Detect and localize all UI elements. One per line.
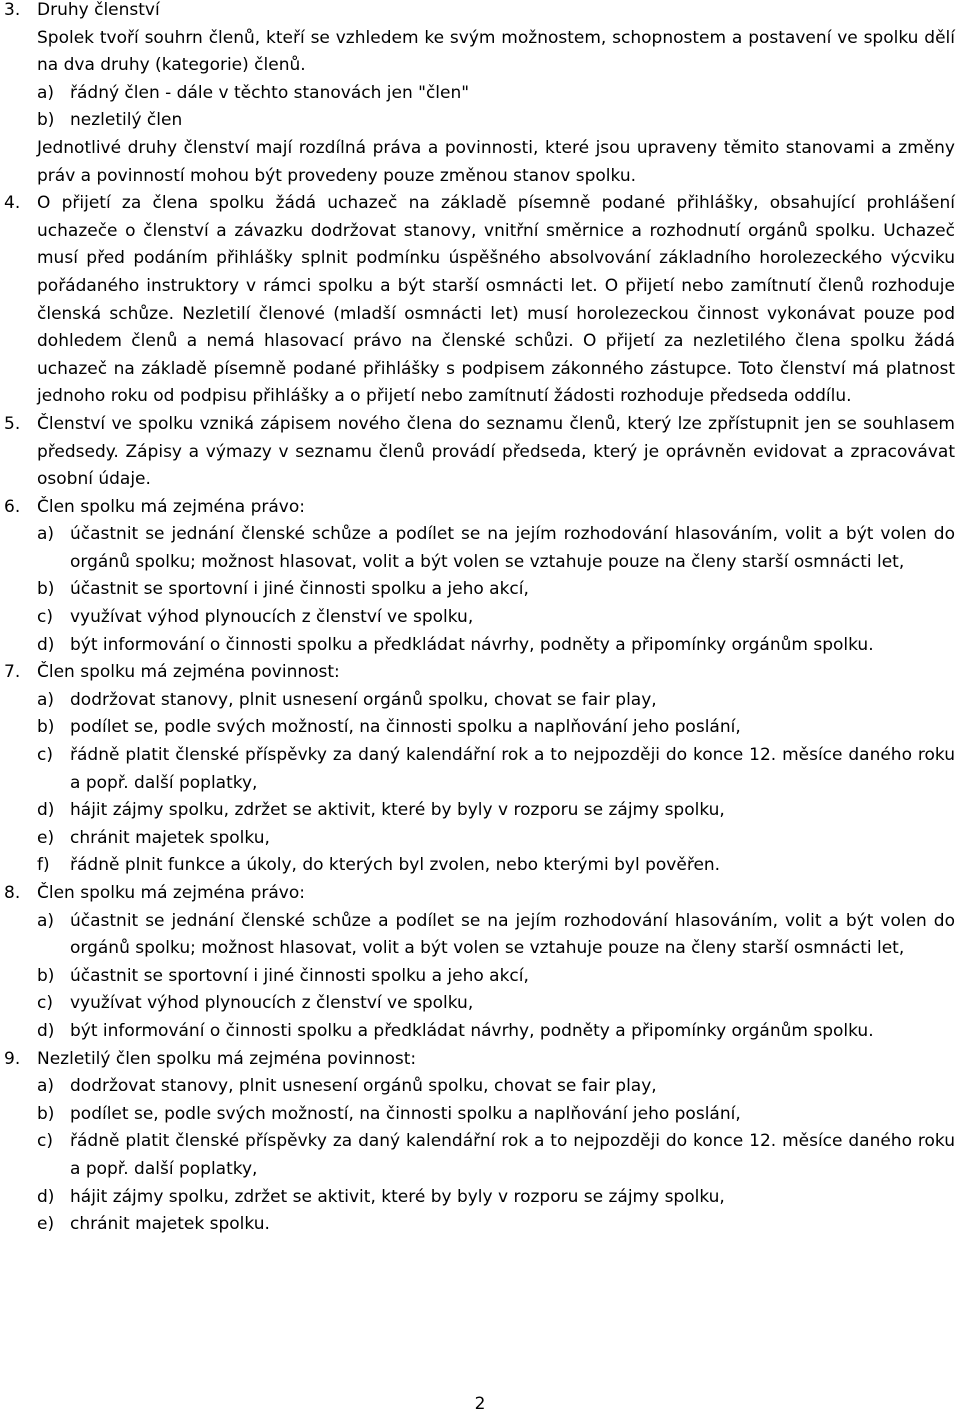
list-marker: d): [37, 634, 55, 655]
list-item-text: účastnit se jednání členské schůze a podílet se na jejím rozhodování hlasováním, volit a být volen do orgánů spolku; možnost hlasovat, volit a být volen se vztahuje pouze na členy starší osmnácti let,: [70, 910, 955, 959]
list-item-text: chránit majetek spolku,: [70, 827, 270, 848]
list-item: [37, 521, 955, 576]
list-item: [37, 908, 955, 963]
list-item-text: dodržovat stanovy, plnit usnesení orgánů spolku, chovat se fair play,: [70, 689, 657, 710]
list-marker: a): [37, 1076, 55, 1097]
section-heading: Člen spolku má zejména právo:: [37, 496, 305, 517]
section-3: [4, 0, 955, 190]
section-title: Druhy členství: [37, 0, 160, 20]
list-item: [37, 1128, 955, 1183]
section-text: O přijetí za člena spolku žádá uchazeč na základě písemně podané přihlášky, obsahující prohlášení uchazeče o členství a závazku dodržovat stanovy, vnitřní směrnice a rozhodnutí orgánů spolku. Uchazeč musí před podáním přihlášky splnit podmínku úspěšného absolvování základního horolezeckého výcviku pořádaného instruktory v rámci spolku a být starší osmnácti let. O přijetí nebo zamítnutí členů rozhoduje členská schůze. Nezletilí členové (mladší osmnácti let) musí horolezeckou činnost vykonávat pouze pod dohledem členů a nemá hlasovací právo na členské schůzi. O přijetí za nezletilého člena spolku žádá uchazeč na základě písemně podané přihlášky s podpisem zákonného zástupce. Toto členství má platnost jednoho roku od podpisu přihlášky a o přijetí nebo zamítnutí žádosti rozhoduje předseda oddílu.: [37, 193, 955, 407]
list-item: [37, 825, 955, 853]
section-heading: Člen spolku má zejména právo:: [37, 883, 305, 903]
list-item-text: účastnit se jednání členské schůze a podílet se na jejím rozhodování hlasováním, volit a být volen do orgánů spolku; možnost hlasovat, volit a být volen se vztahuje pouze na členy starší osmnácti let,: [70, 524, 955, 572]
list-item: [37, 1073, 955, 1101]
list-marker: d): [37, 1186, 55, 1207]
section-7: [4, 659, 955, 880]
list-marker: c): [37, 993, 53, 1014]
section-5: [4, 411, 955, 494]
section-outro: Jednotlivé druhy členství mají rozdílná práva a povinnosti, které jsou upraveny těmito stanovami a změny práv a povinností mohou být provedeny pouze změnou stanov spolku.: [37, 137, 955, 186]
list-item-text: řádně platit členské příspěvky za daný kalendářní rok a to nejpozději do konce 12. měsíce daného roku a popř. další poplatky,: [70, 745, 955, 793]
list-marker: b): [37, 579, 55, 600]
section-text: Členství ve spolku vzniká zápisem nového člena do seznamu členů, který lze zpřístupnit jen se souhlasem předsedy. Zápisy a výmazy v seznamu členů provádí předseda, který je oprávněn evidovat a zpracovávat osobní údaje.: [37, 413, 955, 490]
list-marker: b): [37, 110, 55, 131]
section-number: 9.: [4, 1048, 21, 1069]
list-marker: b): [37, 717, 55, 738]
section-heading: Člen spolku má zejména povinnost:: [37, 662, 340, 683]
section-8: [4, 880, 955, 1046]
list-item: [37, 576, 955, 604]
section-6: [4, 494, 955, 660]
list-marker: d): [37, 1020, 55, 1041]
page-number: 2: [474, 1394, 486, 1414]
list-item-text: řádný člen - dále v těchto stanovách jen "člen": [70, 82, 470, 103]
document-body: [4, 0, 955, 1239]
list-item-text: dodržovat stanovy, plnit usnesení orgánů spolku, chovat se fair play,: [70, 1076, 657, 1097]
list-marker: a): [37, 82, 55, 103]
section-4: [4, 190, 955, 411]
list-item: [37, 687, 955, 715]
list-marker: c): [37, 745, 53, 766]
section-number: 6.: [4, 496, 21, 517]
list-item-text: nezletilý člen: [70, 110, 183, 131]
list-item: [37, 632, 955, 660]
section-9: [4, 1046, 955, 1239]
list-item: [37, 852, 955, 880]
list-item: [37, 797, 955, 825]
list-item: [37, 80, 955, 108]
list-item-text: využívat výhod plynoucích z členství ve spolku,: [70, 607, 474, 628]
list-item-text: využívat výhod plynoucích z členství ve spolku,: [70, 993, 474, 1014]
list-item-text: chránit majetek spolku.: [70, 1214, 270, 1235]
list-item: [37, 1184, 955, 1212]
list-marker: c): [37, 1131, 53, 1152]
section-number: 3.: [4, 0, 21, 20]
list-item-text: podílet se, podle svých možností, na činnosti spolku a naplňování jeho poslání,: [70, 1103, 741, 1124]
list-item-text: podílet se, podle svých možností, na činnosti spolku a naplňování jeho poslání,: [70, 717, 741, 738]
list-marker: f): [37, 855, 50, 876]
list-item: [37, 990, 955, 1018]
list-item-text: řádně plnit funkce a úkoly, do kterých byl zvolen, nebo kterými byl pověřen.: [70, 855, 721, 876]
list-item: [37, 742, 955, 797]
list-item: [37, 963, 955, 991]
section-heading: Nezletilý člen spolku má zejména povinnost:: [37, 1048, 417, 1069]
list-item-text: hájit zájmy spolku, zdržet se aktivit, které by byly v rozporu se zájmy spolku,: [70, 1186, 725, 1207]
list-item: [37, 1211, 955, 1239]
list-item: [37, 1018, 955, 1046]
list-marker: e): [37, 1214, 55, 1235]
list-item-text: hájit zájmy spolku, zdržet se aktivit, které by byly v rozporu se zájmy spolku,: [70, 800, 725, 821]
section-number: 4.: [4, 193, 21, 214]
list-marker: c): [37, 607, 53, 628]
section-number: 8.: [4, 883, 21, 903]
list-marker: d): [37, 800, 55, 821]
section-intro: Spolek tvoří souhrn členů, kteří se vzhledem ke svým možnostem, schopnostem a postavení ve spolku dělí na dva druhy (kategorie) členů.: [37, 27, 955, 76]
list-item-text: být informování o činnosti spolku a předkládat návrhy, podněty a připomínky orgánům spolku.: [70, 1020, 874, 1041]
list-item: [37, 604, 955, 632]
list-marker: a): [37, 524, 55, 545]
list-marker: e): [37, 827, 55, 848]
list-marker: a): [37, 910, 55, 931]
list-item-text: účastnit se sportovní i jiné činnosti spolku a jeho akcí,: [70, 579, 529, 600]
list-item-text: řádně platit členské příspěvky za daný kalendářní rok a to nejpozději do konce 12. měsíce daného roku a popř. další poplatky,: [70, 1131, 955, 1179]
list-item-text: účastnit se sportovní i jiné činnosti spolku a jeho akcí,: [70, 965, 529, 986]
list-item-text: být informování o činnosti spolku a předkládat návrhy, podněty a připomínky orgánům spolku.: [70, 634, 874, 655]
list-marker: a): [37, 689, 55, 710]
list-marker: b): [37, 965, 55, 986]
section-number: 7.: [4, 662, 21, 683]
list-item: [37, 107, 955, 135]
list-item: [37, 1101, 955, 1129]
list-marker: b): [37, 1103, 55, 1124]
list-item: [37, 714, 955, 742]
section-number: 5.: [4, 413, 21, 434]
